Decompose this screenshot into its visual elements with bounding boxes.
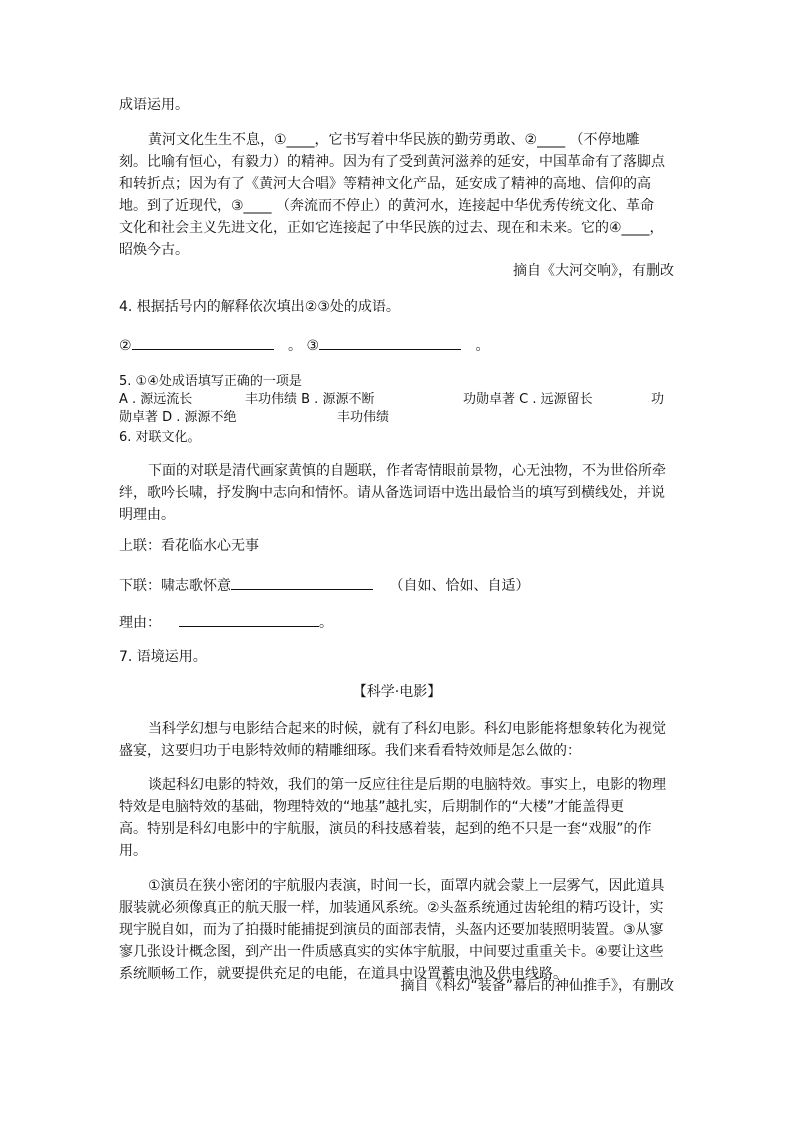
answer-label: 。 ③ [288, 338, 320, 354]
passage3-line: 当科学幻想与电影结合起来的时候，就有了科幻电影。科幻电影能将想象转化为视觉 [148, 721, 666, 737]
question-6: 6. 对联文化。 [119, 430, 201, 445]
passage1-line: 和转折点；因为有了《黄河大合唱》等精神文化产品，延安成了精神的高地、信仰的高 [119, 176, 651, 192]
passage5-line: 现宇脱自如，而为了拍摄时能捕捉到演员的面部表情，头盔内还要加装照明装置。③从寥 [119, 922, 664, 938]
passage4-line: 特效是电脑特效的基础，物理特效的“地基”越扎实，后期制作的“大楼”才能盖得更 [119, 799, 625, 815]
couplet-lower-row [119, 574, 529, 596]
passage1-line: 地。到了近现代，③____ （奔流而不停止）的黄河水，连接起中华优秀传统文化、革命 [119, 198, 654, 214]
passage5-line: 系统顺畅工作，就要提供充足的电能，在道具中设置蓄电池及供电线路。 [119, 966, 567, 982]
question-5-options-row [119, 390, 679, 409]
passage5-line: 寥几张设计概念图，到产出一件质感真实的实体宇航服，中间要过重重关卡。④要让这些 [119, 944, 664, 960]
question-5: 5. ①④处成语填写正确的一项是 [119, 374, 302, 389]
source-citation: 摘自《大河交响》，有删改 [513, 263, 674, 279]
passage4-line: 用。 [119, 843, 147, 859]
option-text: A . 源远流长 [119, 392, 193, 407]
couplet-lower: 下联：啸志歌怀意 [119, 578, 231, 594]
couplet-upper: 上联：看花临水心无事 [119, 538, 259, 554]
passage2-line: 绊，歌吟长啸，抒发胸中志向和情怀。请从备选词语中选出最恰当的填写到横线处，并说 [119, 485, 665, 501]
question-4: 4. 根据括号内的解释依次填出②③处的成语。 [119, 299, 400, 315]
answer-end: 。 [475, 338, 490, 354]
passage1-line: 黄河文化生生不息，①____，它书写着中华民族的勤劳勇敢、②____ （不停地雕 [148, 132, 640, 148]
couplet-options: （自如、恰如、自适） [389, 578, 530, 594]
passage1-line: 刻。比喻有恒心，有毅力）的精神。因为有了受到黄河滋养的延安，中国革命有了落脚点 [119, 154, 665, 170]
passage1-line: 昭焕今古。 [119, 242, 189, 258]
question-5-options-row [119, 408, 679, 427]
question-7: 7. 语境运用。 [119, 649, 207, 665]
passage5-line: ①演员在狭小密闭的宇航服内表演，时间一长，面罩内就会蒙上一层雾气，因此道具 [148, 878, 665, 894]
passage5-line: 服装就必须像真正的航天服一样，加装通风系统。②头盔系统通过齿轮组的精巧设计，实 [119, 900, 664, 916]
reason-row [119, 611, 333, 633]
intro-line: 成语运用。 [119, 97, 189, 113]
source-citation: 摘自《科幻“装备”幕后的神仙推手》，有删改 [400, 978, 674, 994]
option-text: 功 [651, 392, 665, 407]
couplet-blank[interactable] [231, 574, 373, 590]
passage2-line: 明理由。 [119, 507, 175, 523]
question-4-answer-row [119, 334, 489, 356]
reason-blank[interactable] [179, 611, 319, 627]
passage2-line: 下面的对联是清代画家黄慎的自题联，作者寄情眼前景物，心无浊物，不为世俗所牵 [148, 463, 666, 479]
passage1-line: 文化和社会主义先进文化，正如它连接起了中华民族的过去、现在和未来。它的④____， [119, 220, 664, 236]
passage3-line: 盛宴，这要归功于电影特效师的精雕细琢。我们来看看特效师是怎么做的： [119, 743, 581, 759]
section-title: 【科学·电影】 [352, 684, 442, 700]
passage4-line: 谈起科幻电影的特效，我们的第一反应往往是后期的电脑特效。事实上，电影的物理 [148, 777, 666, 793]
answer-blank[interactable] [319, 334, 461, 350]
option-text: 勋卓著 D . 源源不绝 [119, 410, 237, 425]
option-text: 丰功伟绩 [337, 410, 390, 425]
option-text: 丰功伟绩 B . 源源不断 [245, 392, 375, 407]
answer-label: ② [119, 338, 132, 354]
answer-blank[interactable] [132, 334, 274, 350]
reason-end: 。 [319, 615, 333, 631]
option-text: 功勋卓著 C . 远源留长 [463, 392, 593, 407]
passage4-line: 高。特别是科幻电影中的宇航服，演员的科技感着装，起到的绝不只是一套“戏服”的作 [119, 821, 652, 837]
reason-label: 理由： [119, 615, 161, 631]
